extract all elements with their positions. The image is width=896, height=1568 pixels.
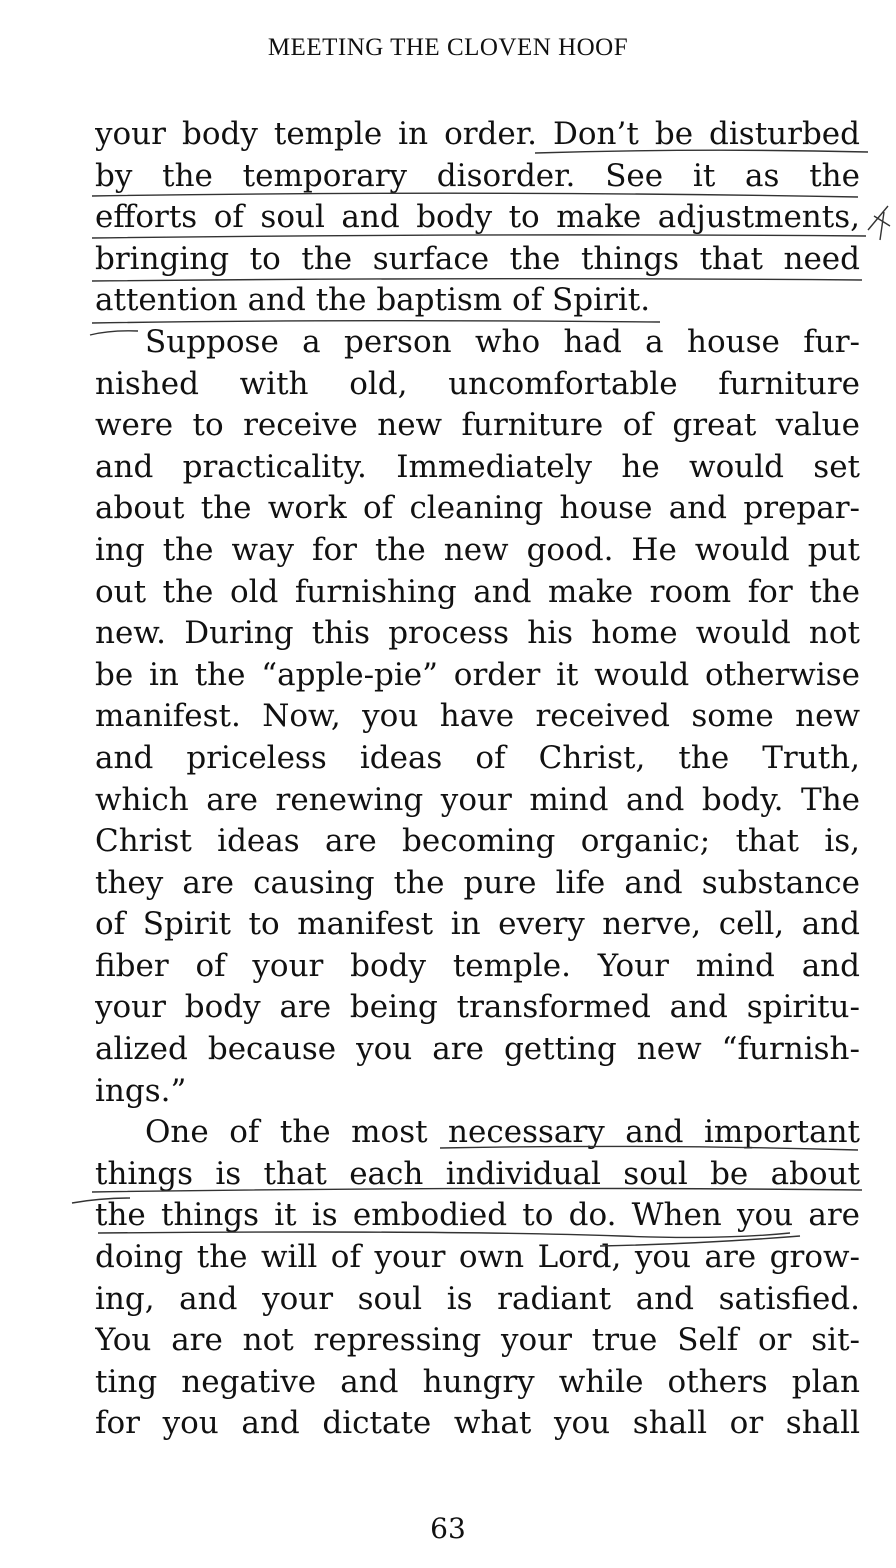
text-line: were to receive new furniture of great value <box>95 407 860 444</box>
text-line: things is that each individual soul be about <box>95 1155 860 1192</box>
text-line: ing the way for the new good. He would put <box>95 531 860 568</box>
text-line: by the temporary disorder. See it as the <box>95 157 860 194</box>
text-line: ings.” <box>95 1072 187 1109</box>
text-line: alized because you are getting new “furnish- <box>95 1031 860 1068</box>
text-line: ting negative and hungry while others plan <box>95 1363 860 1400</box>
text-line: your body temple in order. Don’t be disturbed <box>95 116 860 152</box>
text-line: which are renewing your mind and body. The <box>95 781 860 818</box>
text-line: for you and dictate what you shall or shall <box>95 1405 860 1442</box>
body-text <box>95 114 860 1445</box>
text-line: bringing to the surface the things that need <box>95 240 860 277</box>
text-line: Christ ideas are becoming organic; that is, <box>95 823 860 860</box>
text-line: fiber of your body temple. Your mind and <box>95 947 860 984</box>
text-line: efforts of soul and body to make adjustments, <box>95 199 860 236</box>
text-line: ing, and your soul is radiant and satisfied. <box>95 1280 860 1317</box>
text-line: and practicality. Immediately he would set <box>95 448 860 485</box>
page-number: 63 <box>430 1512 466 1545</box>
text-line: new. During this process his home would not <box>95 615 860 652</box>
running-head: MEETING THE CLOVEN HOOF <box>267 34 629 61</box>
text-line: doing the will of your own Lord, you are grow- <box>95 1239 860 1276</box>
text-line: out the old furnishing and make room for the <box>95 573 860 610</box>
text-line: nished with old, uncomfortable furniture <box>95 365 860 402</box>
text-line: your body are being transformed and spiritu- <box>95 989 860 1026</box>
text-line: the things it is embodied to do. When you are <box>95 1197 860 1234</box>
text-line: attention and the baptism of Spirit. <box>95 282 651 319</box>
margin-check-mark <box>868 206 890 240</box>
paragraph-first-line: Suppose a person who had a house fur- <box>145 323 860 360</box>
paragraph-first-line: One of the most necessary and important <box>145 1114 860 1151</box>
text-line: they are causing the pure life and substance <box>95 864 860 901</box>
text-line: You are not repressing your true Self or sit- <box>95 1322 860 1359</box>
text-line: manifest. Now, you have received some new <box>95 698 860 735</box>
text-line: and priceless ideas of Christ, the Truth, <box>95 739 860 776</box>
text-line: of Spirit to manifest in every nerve, cell, and <box>95 906 860 943</box>
text-line: be in the “apple-pie” order it would otherwise <box>95 656 860 693</box>
text-line: about the work of cleaning house and prepar- <box>95 490 860 527</box>
